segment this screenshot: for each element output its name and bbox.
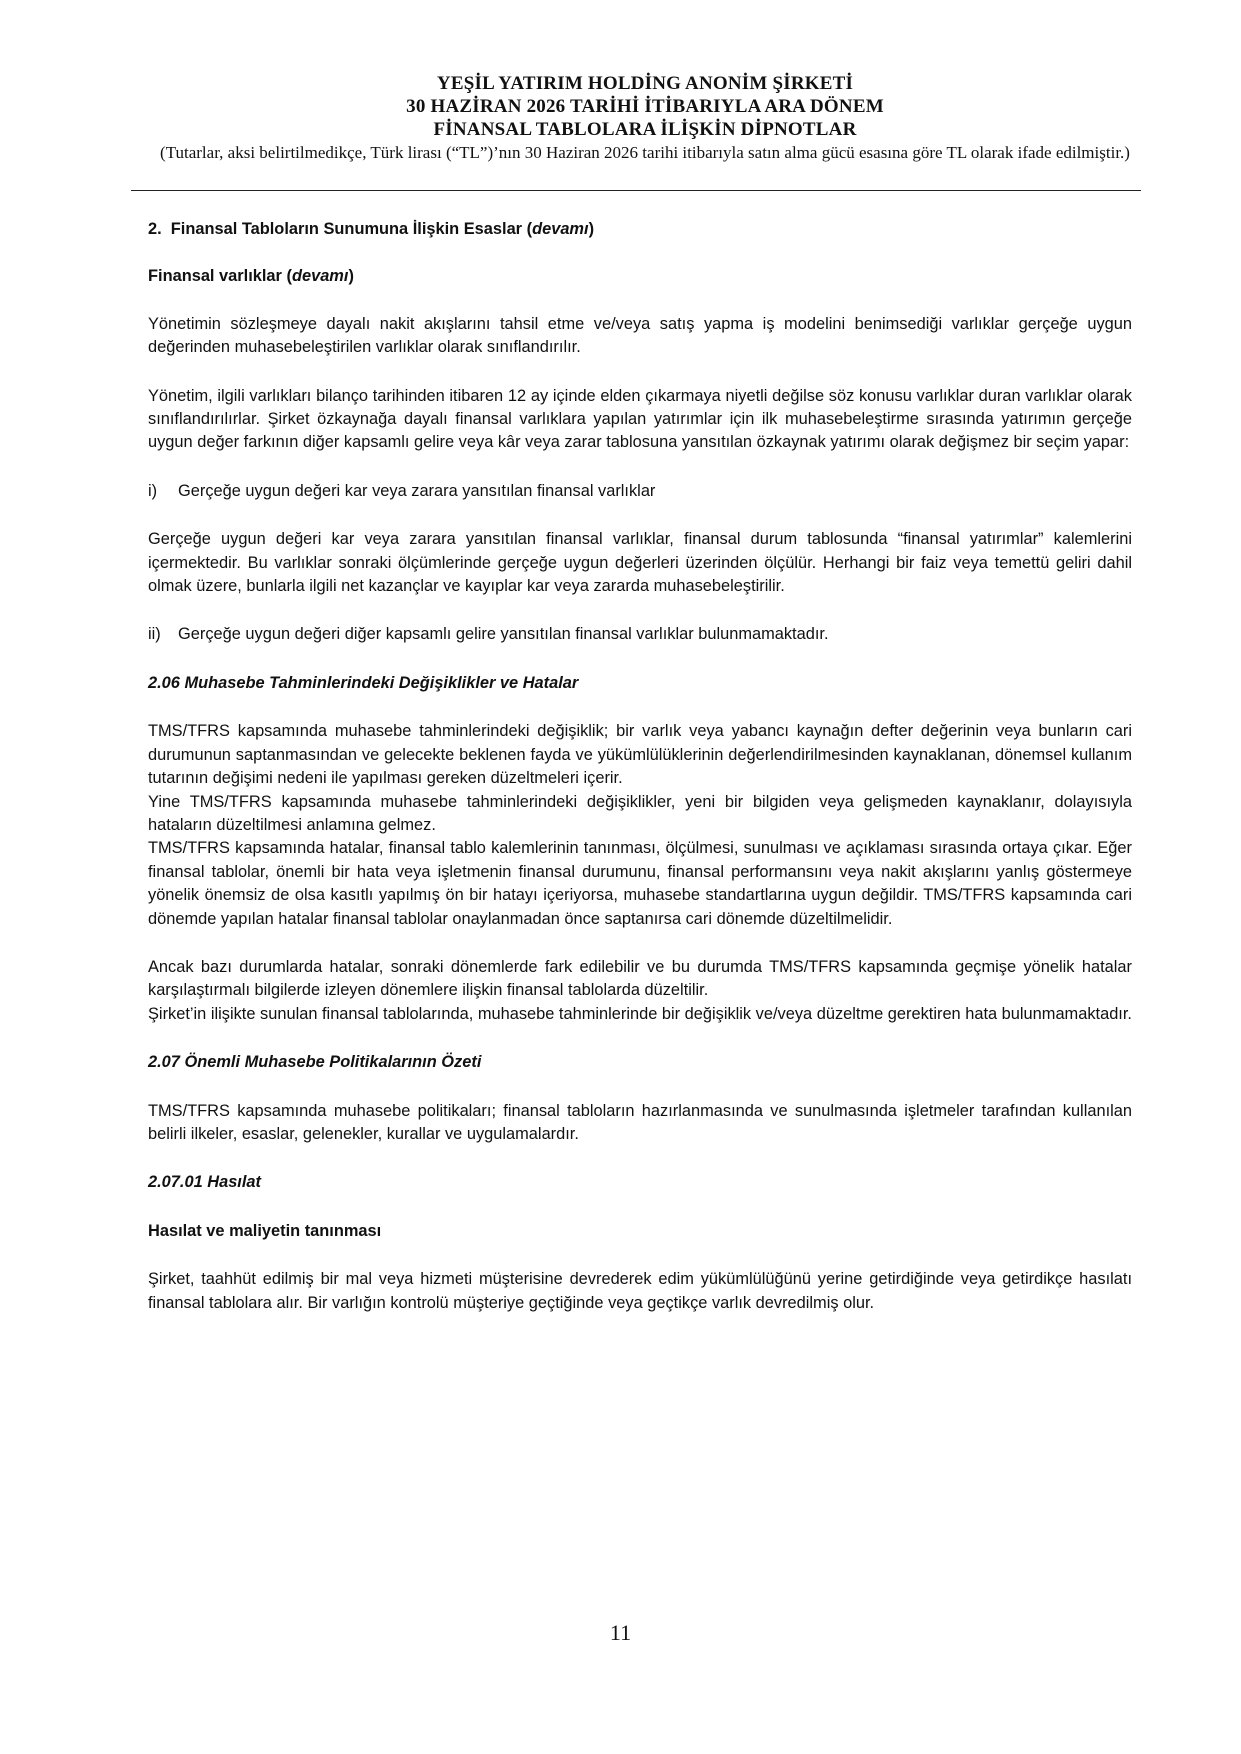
revenue-recognition-heading: Hasılat ve maliyetin tanınması	[148, 1221, 382, 1240]
paragraph: Gerçeğe uygun değeri kar veya zarara yansıtılan finansal varlıklar, finansal durum tablosunda “finansal yatırımlar” kalemlerini içermektedir. Bu varlıklar sonraki ölçümlerinde gerçeğe uygun değerleri üzerinden ölçülür. Herhangi bir faiz veya temettü geliri dahil olmak üzere, bunlarla ilgili net kazançlar ve kayıplar kar veya zararda muhasebeleştirilir.	[148, 530, 1132, 596]
list-text: Gerçeğe uygun değeri kar veya zarara yansıtılan finansal varlıklar	[178, 481, 656, 500]
list-marker: i)	[148, 481, 158, 500]
paragraph: Şirket’in ilişikte sunulan finansal tablolarında, muhasebe tahminlerinde bir değişiklik ve/veya düzeltme gerektiren hata bulunmamaktadır.	[148, 1004, 1132, 1023]
paragraph: Şirket, taahhüt edilmiş bir mal veya hizmeti müşterisine devrederek edim yükümlülüğünü yerine getirdiğinde veya getirdikçe hasılatı finansal tablolara alır. Bir varlığın kontrolü müşteriye geçtiğinde veya geçtikçe varlık devredilmiş olur.	[148, 1270, 1132, 1312]
heading-end: )	[348, 267, 354, 286]
list-item	[148, 623, 1132, 646]
paragraph: Yine TMS/TFRS kapsamında muhasebe tahminlerindeki değişiklikler, yeni bir bilgiden veya gelişmeden kaynaklanır, dolayısıyla hataların düzeltilmesi anlamına gelmez.	[148, 792, 1132, 834]
section-title-italic: devamı	[532, 220, 589, 238]
paragraph: TMS/TFRS kapsamında muhasebe politikaları; finansal tabloların hazırlanmasında ve sunulmasında işletmeler tarafından kullanılan belirli ilkeler, esaslar, gelenekler, kurallar ve uygulamalardır.	[148, 1101, 1132, 1143]
section-title	[148, 218, 1132, 241]
paragraph: TMS/TFRS kapsamında muhasebe tahminlerindeki değişiklik; bir varlık veya yabancı kaynağın defter değerinin veya bunların cari durumunun saptanmasından ve gelecekte beklenen fayda ve yükümlülüklerinin değerlendirilmesinden kaynaklanan, dönemsel kullanım tutarının değişimi nedeni ile yapılması gereken düzeltmeleri içerir.	[148, 722, 1132, 788]
paragraph: TMS/TFRS kapsamında hatalar, finansal tablo kalemlerinin tanınması, ölçülmesi, sunulması ve açıklaması sırasında ortaya çıkar. Eğer finansal tablolar, önemli bir hata veya işletmenin finansal durumunu, finansal performansını veya nakit akışlarını yanlış göstermeye yönelik önemsiz de olsa kasıtlı yapılmış ön bir hatayı içeriyorsa, muhasebe standartlarına uygun değildir. TMS/TFRS kapsamında cari dönemde yapılan hatalar finansal tablolar onaylanmadan önce saptanırsa cari dönemde düzeltilmelidir.	[148, 839, 1132, 928]
page-body	[148, 218, 1132, 1315]
header-divider	[131, 190, 1141, 191]
section-207-title: 2.07 Önemli Muhasebe Politikalarının Özeti	[148, 1053, 482, 1072]
currency-note: (Tutarlar, aksi belirtilmedikçe, Türk lirası (“TL”)’nın 30 Haziran 2026 tarihi itibarıyla satın alma gücü esasına göre TL olarak ifade edilmiştir.)	[160, 143, 1130, 162]
list-item	[148, 480, 1132, 503]
financial-assets-heading	[148, 265, 1132, 288]
page-number: 11	[609, 1620, 632, 1645]
section-title-end: )	[588, 220, 595, 238]
paragraph: Yönetimin sözleşmeye dayalı nakit akışlarını tahsil etme ve/veya satış yapma iş modelini benimsediği varlıklar gerçeğe uygun değerinden muhasebeleştirilen varlıklar olarak sınıflandırılır.	[148, 314, 1132, 357]
section-206-title: 2.06 Muhasebe Tahminlerindeki Değişiklikler ve Hatalar	[148, 673, 579, 692]
heading-italic: devamı	[291, 267, 349, 286]
period-title: 30 HAZİRAN 2026 TARİHİ İTİBARIYLA ARA DÖNEM	[406, 96, 884, 117]
heading-main: Finansal varlıklar (	[148, 267, 292, 286]
section-number: 2.	[148, 220, 162, 238]
section-title-main: Finansal Tabloların Sunumuna İlişkin Esaslar (	[170, 220, 533, 238]
list-marker: ii)	[148, 625, 161, 644]
paragraph: Ancak bazı durumlarda hatalar, sonraki dönemlerde fark edilebilir ve bu durumda TMS/TFRS kapsamında geçmişe yönelik hatalar karşılaştırmalı bilgilerde izleyen dönemlere ilişkin finansal tablolarda düzeltilir.	[148, 957, 1132, 1000]
page-header	[150, 72, 1140, 164]
paragraph: Yönetim, ilgili varlıkları bilanço tarihinden itibaren 12 ay içinde elden çıkarmaya niyetli değilse söz konusu varlıklar duran varlıklar olarak sınıflandırılırlar. Şirket özkaynağa dayalı finansal varlıklara yapılan yatırımlar için ilk muhasebeleştirme sırasında yatırımın gerçeğe uygun değer farkının diğer kapsamlı gelire veya kâr veya zarar tablosuna yansıtılan özkaynak yatırımı olarak değişmez bir seçim yapar:	[148, 386, 1132, 452]
section-20701-title: 2.07.01 Hasılat	[148, 1173, 261, 1192]
company-name: YEŞİL YATIRIM HOLDİNG ANONİM ŞİRKETİ	[436, 73, 854, 94]
report-title: FİNANSAL TABLOLARA İLİŞKİN DİPNOTLAR	[433, 119, 857, 140]
list-text: Gerçeğe uygun değeri diğer kapsamlı gelire yansıtılan finansal varlıklar bulunmamaktadır.	[178, 625, 829, 644]
